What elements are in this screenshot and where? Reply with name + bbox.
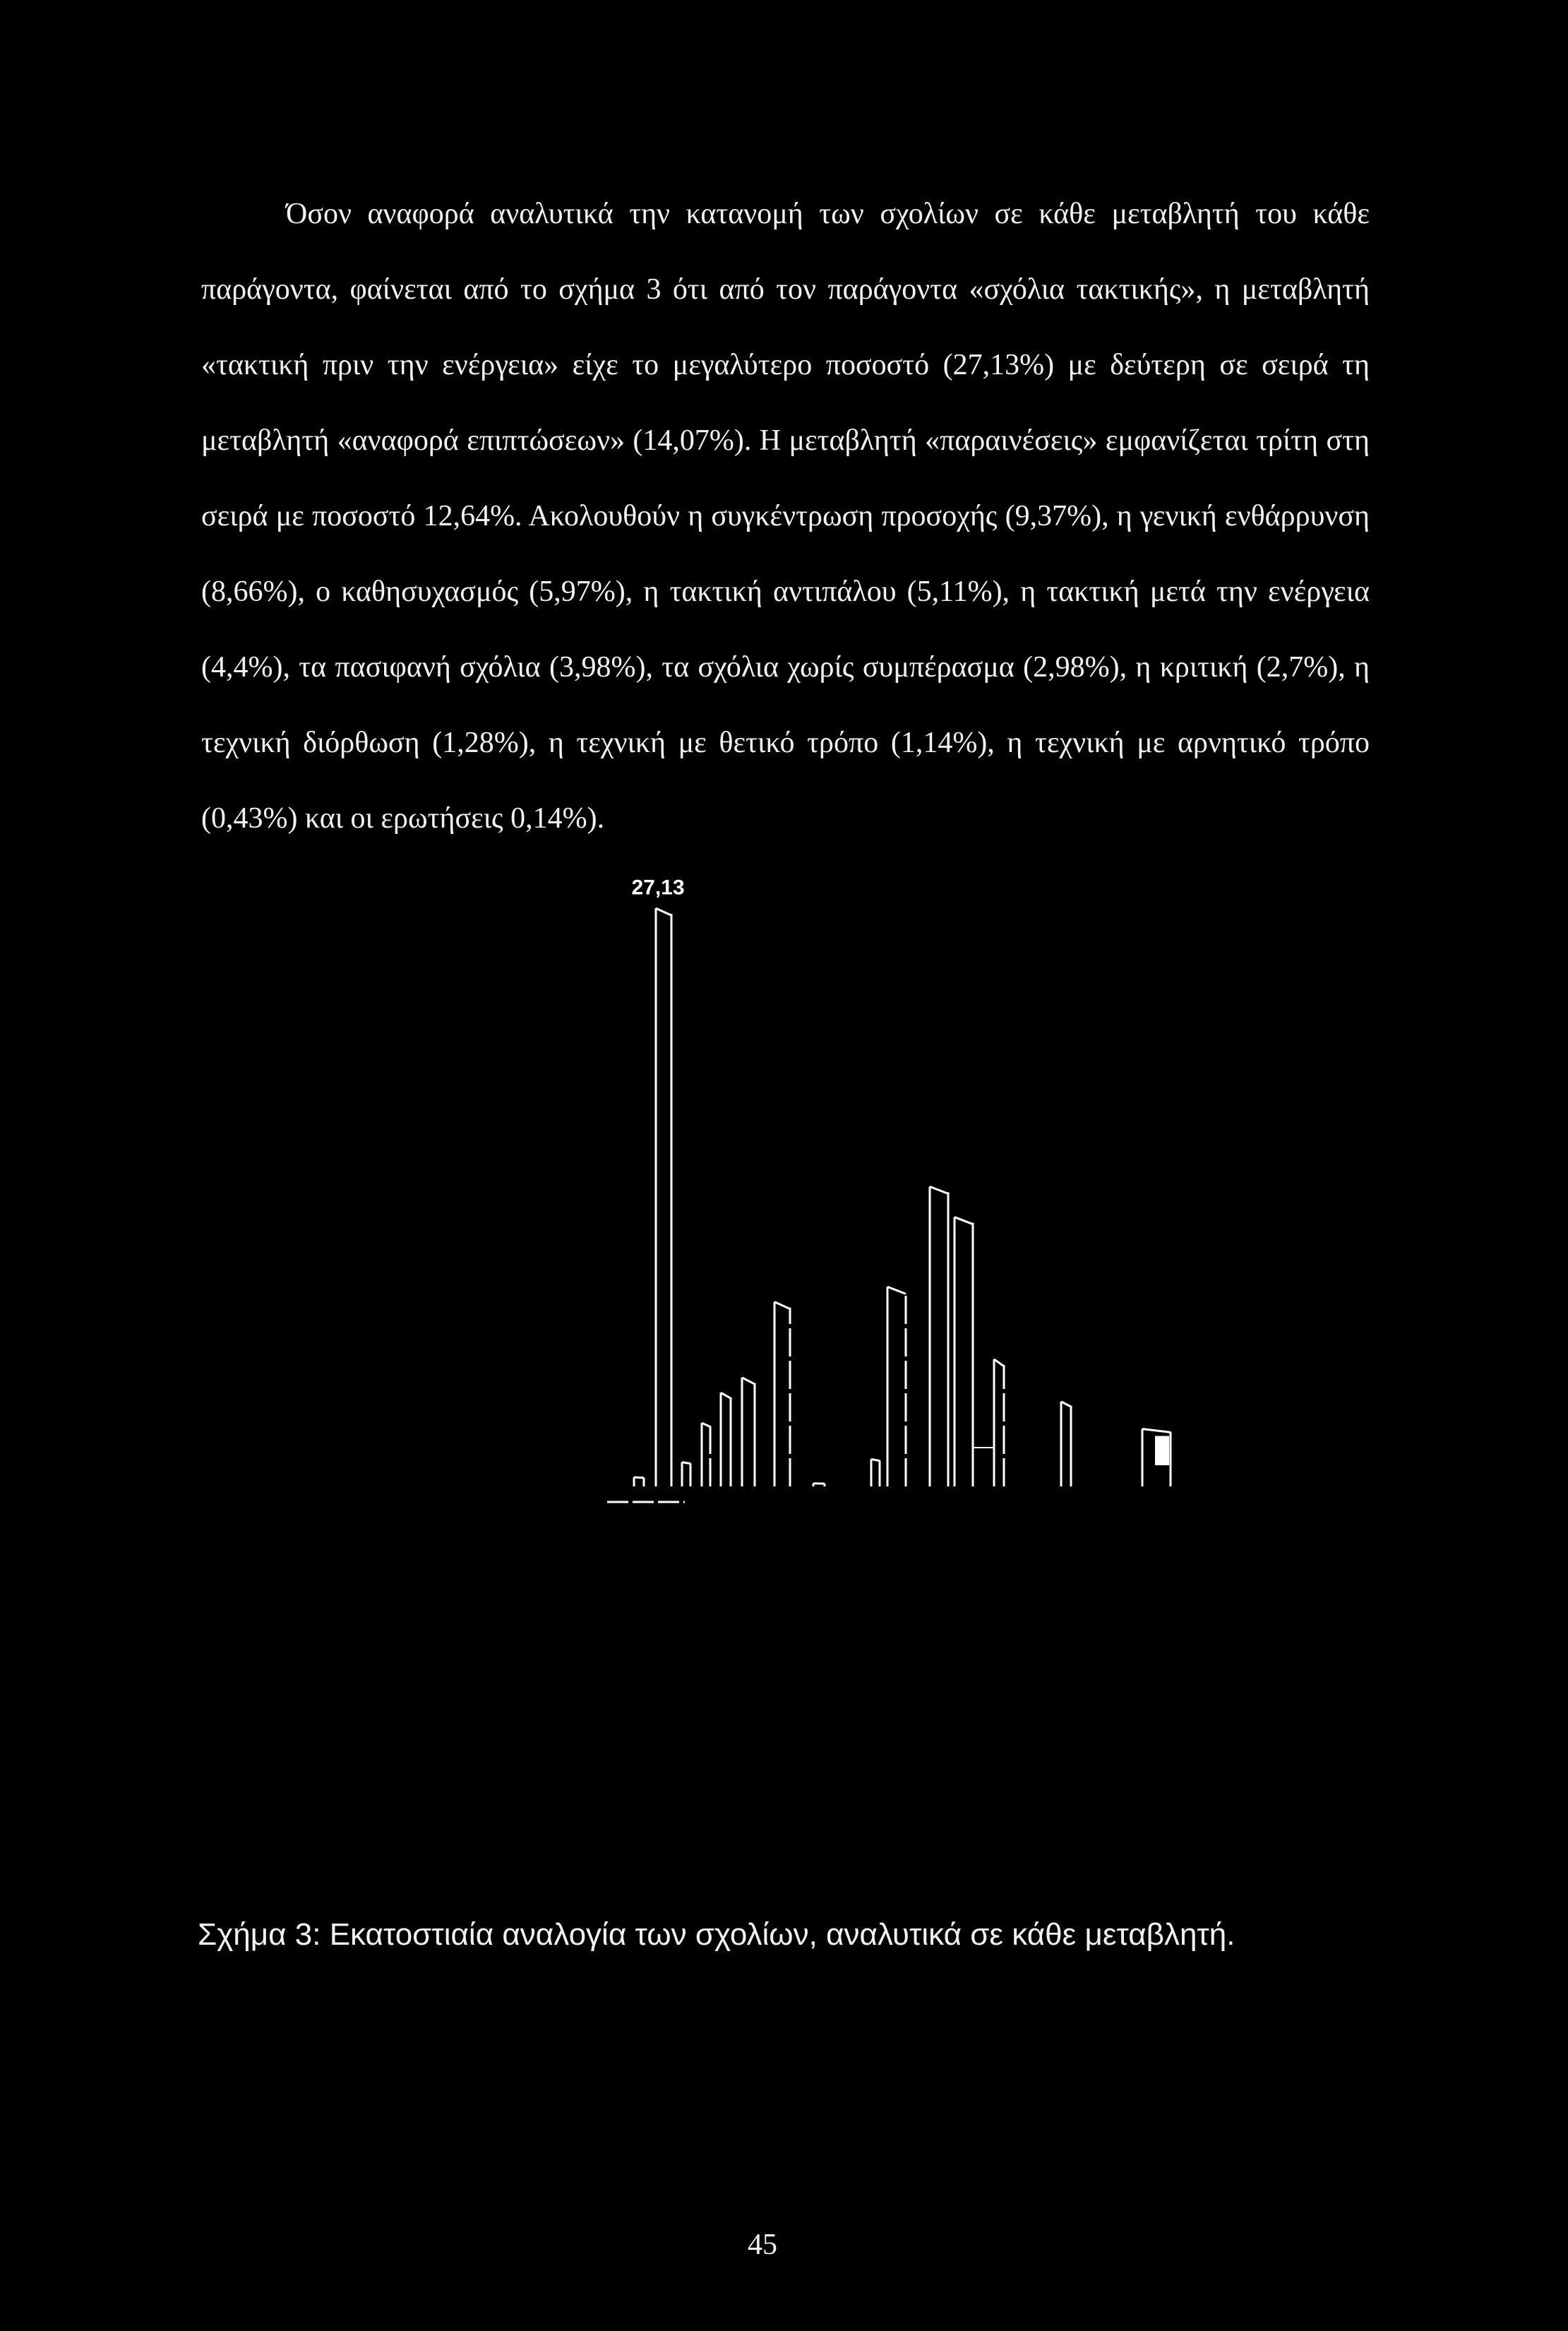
bar-10-top — [887, 1287, 906, 1294]
bar-7-top — [774, 1302, 790, 1309]
bar-5 — [721, 1393, 731, 1486]
bar-1-top — [634, 1477, 644, 1478]
bar-12 — [954, 1217, 973, 1486]
bar-6 — [742, 1378, 755, 1486]
bar-6-top — [742, 1378, 755, 1384]
bar-15-top — [1142, 1429, 1171, 1433]
figure-3 — [607, 847, 1243, 1539]
bar-4-top — [702, 1423, 710, 1426]
bar-5-top — [721, 1393, 731, 1398]
bar-2 — [656, 908, 671, 1486]
bar-7 — [774, 1302, 790, 1486]
bar-1 — [634, 1477, 644, 1486]
bar-13 — [994, 1359, 1004, 1486]
bar-9 — [871, 1459, 880, 1486]
bar-13-top — [994, 1359, 1004, 1366]
bar-3 — [682, 1462, 690, 1486]
body-paragraph: Όσον αναφορά αναλυτικά την κατανομή των σχολίων σε κάθε μεταβλητή του κάθε παράγοντα, φαίνεται από το σχήμα 3 ότι από τον παράγοντα «σχόλια τακτικής», η μεταβλητή «τακτική πριν την ενέργεια» είχε το μεγαλύτερο ποσοστό (27,13%) με δεύτερη σε σειρά τη μεταβλητή «αναφορά επιπτώσεων» (14,07%). Η μεταβλητή «παραινέσεις» εμφανίζεται τρίτη στη σειρά με ποσοστό 12,64%. Ακολουθούν η συγκέντρωση προσοχής (9,37%), η γενική ενθάρρυνση (8,66%), ο καθησυχασμός (5,97%), η τακτική αντιπάλου (5,11%), η τακτική μετά την ενέργεια (4,4%), τα πασιφανή σχόλια (3,98%), τα σχόλια χωρίς συμπέρασμα (2,98%), η κριτική (2,7%), η τεχνική διόρθωση (1,28%), η τεχνική με θετικό τρόπο (1,14%), η τεχνική με αρνητικό τρόπο (0,43%) και οι ερωτήσεις 0,14%). — [201, 198, 1370, 835]
bar-8 — [813, 1484, 825, 1486]
bar-14 — [1061, 1402, 1071, 1486]
bar-3-top — [682, 1462, 690, 1464]
bar-11 — [930, 1186, 948, 1486]
bar-15 — [1142, 1429, 1171, 1486]
data-label-2: 27,13 — [631, 876, 685, 900]
figure-caption: Σχήμα 3: Εκατοστιαία αναλογία των σχολίων, αναλυτικά σε κάθε μεταβλητή. — [198, 1917, 1235, 1952]
bar-chart — [607, 847, 1243, 1539]
bar-15-fill — [1155, 1436, 1169, 1465]
bar-11-top — [930, 1186, 948, 1193]
bar-4 — [702, 1423, 710, 1486]
page-number: 45 — [748, 2229, 777, 2261]
bar-10 — [887, 1287, 906, 1486]
bar-9-top — [871, 1459, 880, 1460]
bar-12-top — [954, 1217, 973, 1224]
bar-2-top — [656, 908, 671, 915]
bar-14-top — [1061, 1402, 1071, 1407]
